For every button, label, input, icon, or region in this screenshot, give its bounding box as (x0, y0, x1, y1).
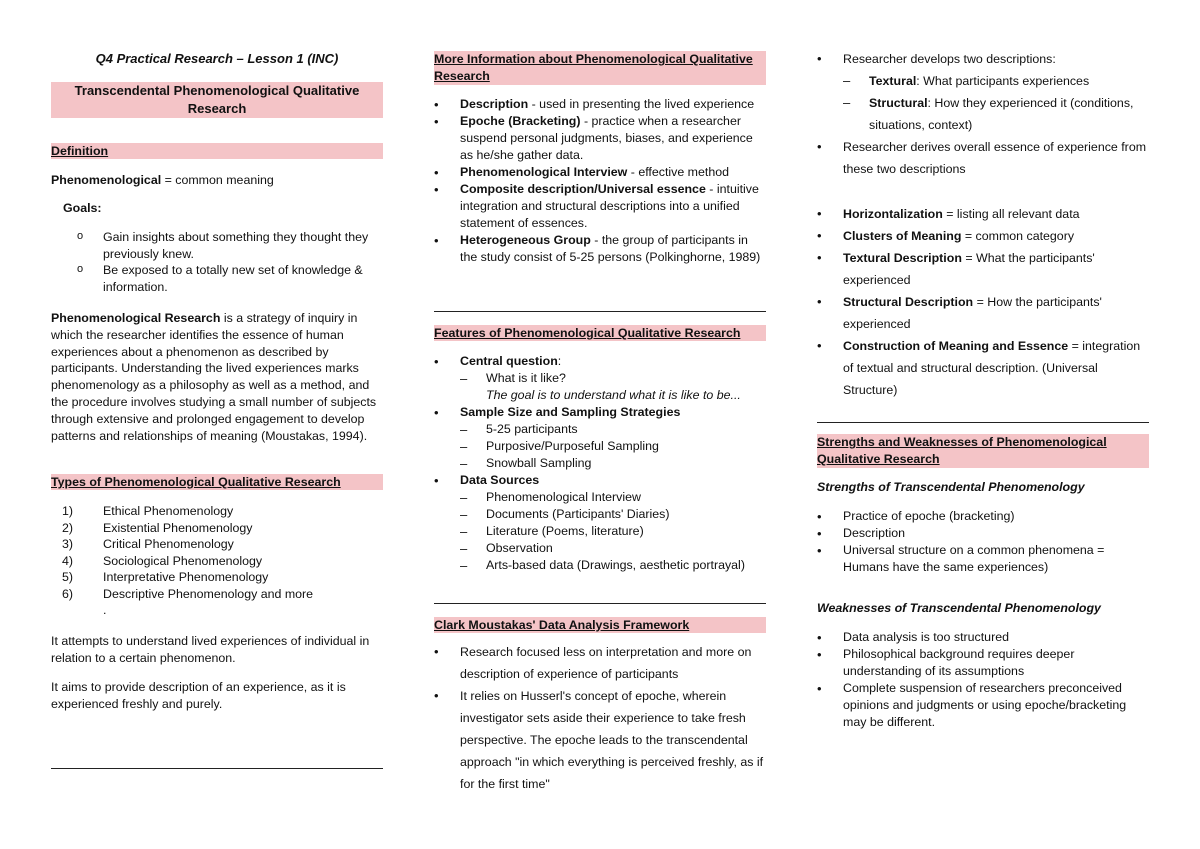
list-item: • Data analysis is too structured (817, 629, 1151, 646)
list-item: • Textural Description = What the participants' experienced (817, 247, 1151, 291)
central-question-sublist (460, 370, 768, 404)
list-item: • Complete suspension of researchers preconceived opinions and judgments or using epoche/bracketing may be different. (817, 680, 1151, 731)
features-heading: Features of Phenomenological Qualitative Research (434, 325, 766, 341)
divider (434, 311, 766, 312)
list-item: – Arts-based data (Drawings, aesthetic portrayal) (460, 557, 768, 574)
list-item: – Literature (Poems, literature) (460, 523, 768, 540)
list-item: – Textural: What participants experiences (843, 70, 1151, 92)
list-item: • Research focused less on interpretation and more on description of experience of participants (434, 641, 768, 685)
steps-list (817, 203, 1151, 401)
research-term: Phenomenological Research (51, 311, 221, 325)
list-item: • Description (817, 525, 1151, 542)
types-heading: Types of Phenomenological Qualitative Research (51, 474, 383, 490)
list-item: o Be exposed to a totally new set of knowledge & information. (77, 262, 383, 295)
list-item: – Purposive/Purposeful Sampling (460, 438, 768, 455)
list-item: • Heterogeneous Group - the group of participants in the study consist of 5-25 persons (Polkinghorne, 1989) (434, 232, 768, 266)
list-item: 2) Existential Phenomenology (61, 520, 253, 535)
more-info-list (434, 96, 768, 266)
list-item: • Clusters of Meaning = common category (817, 225, 1151, 247)
divider (51, 768, 383, 769)
research-rest: is a strategy of inquiry in which the researcher identifies the essence of human experiences about a phenomenon as described by participants. Understanding the lived experiences marks phenomenology as a philosophy as well as a method, and the procedure involves studying a small number of subjects through extensive and prolonged engagement to develop patterns and relationships of meaning (Moustakas, 1994). (51, 311, 377, 443)
list-item: • Construction of Meaning and Essence = integration of textual and structural description. (Universal Structure) (817, 335, 1151, 401)
list-item: 6) Descriptive Phenomenology and more (61, 586, 314, 601)
attempts-paragraph: It attempts to understand lived experiences of individual in relation to a certain phenomenon. (51, 634, 370, 665)
data-sources-sublist (460, 489, 768, 574)
divider (434, 603, 766, 604)
list-item: • Researcher derives overall essence of experience from these two descriptions (817, 136, 1151, 180)
more-info-heading: More Information about Phenomenological Qualitative Research (434, 51, 766, 85)
descriptions-sublist (843, 70, 1151, 136)
list-item: • Sample Size and Sampling Strategies – 5-25 participants – Purposive/Purposeful Sampling – Snowball Sampling (434, 404, 768, 472)
list-item: • Data Sources – Phenomenological Interview – Documents (Participants' Diaries) – Literature (Poems, literature) – Observation – Arts-based data (Drawings, aesthetic portrayal) (434, 472, 768, 574)
list-item: • Horizontalization = listing all relevant data (817, 203, 1151, 225)
list-item: • Universal structure on a common phenomena = Humans have the same experiences) (817, 542, 1151, 576)
list-item: – Observation (460, 540, 768, 557)
weaknesses-heading: Weaknesses of Transcendental Phenomenology (817, 601, 1101, 615)
list-item: • It relies on Husserl's concept of epoche, wherein investigator sets aside their experience to take fresh perspective. The epoche leads to the transcendental approach "in which everything is perceived freshly, as if for the first time" (434, 685, 768, 795)
list-item: 4) Sociological Phenomenology (61, 553, 263, 568)
goals-label: Goals: (63, 201, 102, 215)
list-item: • Central question: – What is it like? The goal is to understand what it is like to be... (434, 353, 768, 404)
list-item: • Phenomenological Interview - effective method (434, 164, 768, 181)
list-item: – 5-25 participants (460, 421, 768, 438)
sample-sublist (460, 421, 768, 472)
list-item: – Structural: How they experienced it (conditions, situations, context) (843, 92, 1151, 136)
list-item: • Composite description/Universal essence - intuitive integration and structural descriptions into a unified statement of essences. (434, 181, 768, 232)
list-item: 5) Interpretative Phenomenology (61, 570, 269, 584)
list-item: . (103, 603, 107, 617)
divider (817, 422, 1149, 423)
strengths-weaknesses-heading: Strengths and Weaknesses of Phenomenological Qualitative Research (817, 434, 1149, 468)
list-item: 1) Ethical Phenomenology (61, 504, 234, 518)
list-item: • Epoche (Bracketing) - practice when a researcher suspend personal judgments, biases, and experience as he/she gather data. (434, 113, 768, 164)
doc-title: Q4 Practical Research – Lesson 1 (INC) (95, 51, 339, 66)
list-item: o Gain insights about something they thought they previously knew. (77, 229, 383, 262)
phenomenological-term: Phenomenological (51, 173, 162, 187)
types-list (61, 503, 383, 619)
list-item: 3) Critical Phenomenology (61, 537, 234, 551)
phenomenological-rest: = common meaning (161, 173, 274, 187)
weaknesses-list (817, 629, 1151, 731)
descriptions-list (817, 48, 1151, 180)
research-paragraph (51, 310, 385, 444)
phenomenological-definition (51, 172, 383, 189)
features-list (434, 353, 768, 574)
list-item: • Structural Description = How the participants' experienced (817, 291, 1151, 335)
list-item: – Documents (Participants' Diaries) (460, 506, 768, 523)
main-heading: Transcendental Phenomenological Qualitative Research (51, 82, 383, 118)
strengths-heading: Strengths of Transcendental Phenomenology (817, 480, 1085, 494)
list-item: – Phenomenological Interview (460, 489, 768, 506)
framework-heading: Clark Moustakas' Data Analysis Framework (434, 617, 766, 633)
framework-list (434, 641, 768, 795)
list-item: • Description - used in presenting the lived experience (434, 96, 768, 113)
definition-heading: Definition (51, 143, 383, 159)
list-item: – Snowball Sampling (460, 455, 768, 472)
list-item: • Practice of epoche (bracketing) (817, 508, 1151, 525)
strengths-list (817, 508, 1151, 576)
list-item: • Philosophical background requires deeper understanding of its assumptions (817, 646, 1151, 680)
list-item: – What is it like? The goal is to understand what it is like to be... (460, 370, 768, 404)
aims-paragraph: It aims to provide description of an experience, as it is experienced freshly and purely. (51, 680, 346, 711)
goals-list (77, 229, 383, 295)
list-item: • Researcher develops two descriptions: – Textural: What participants experiences – Structural: How they experienced it (conditions, situations, context) (817, 48, 1151, 136)
